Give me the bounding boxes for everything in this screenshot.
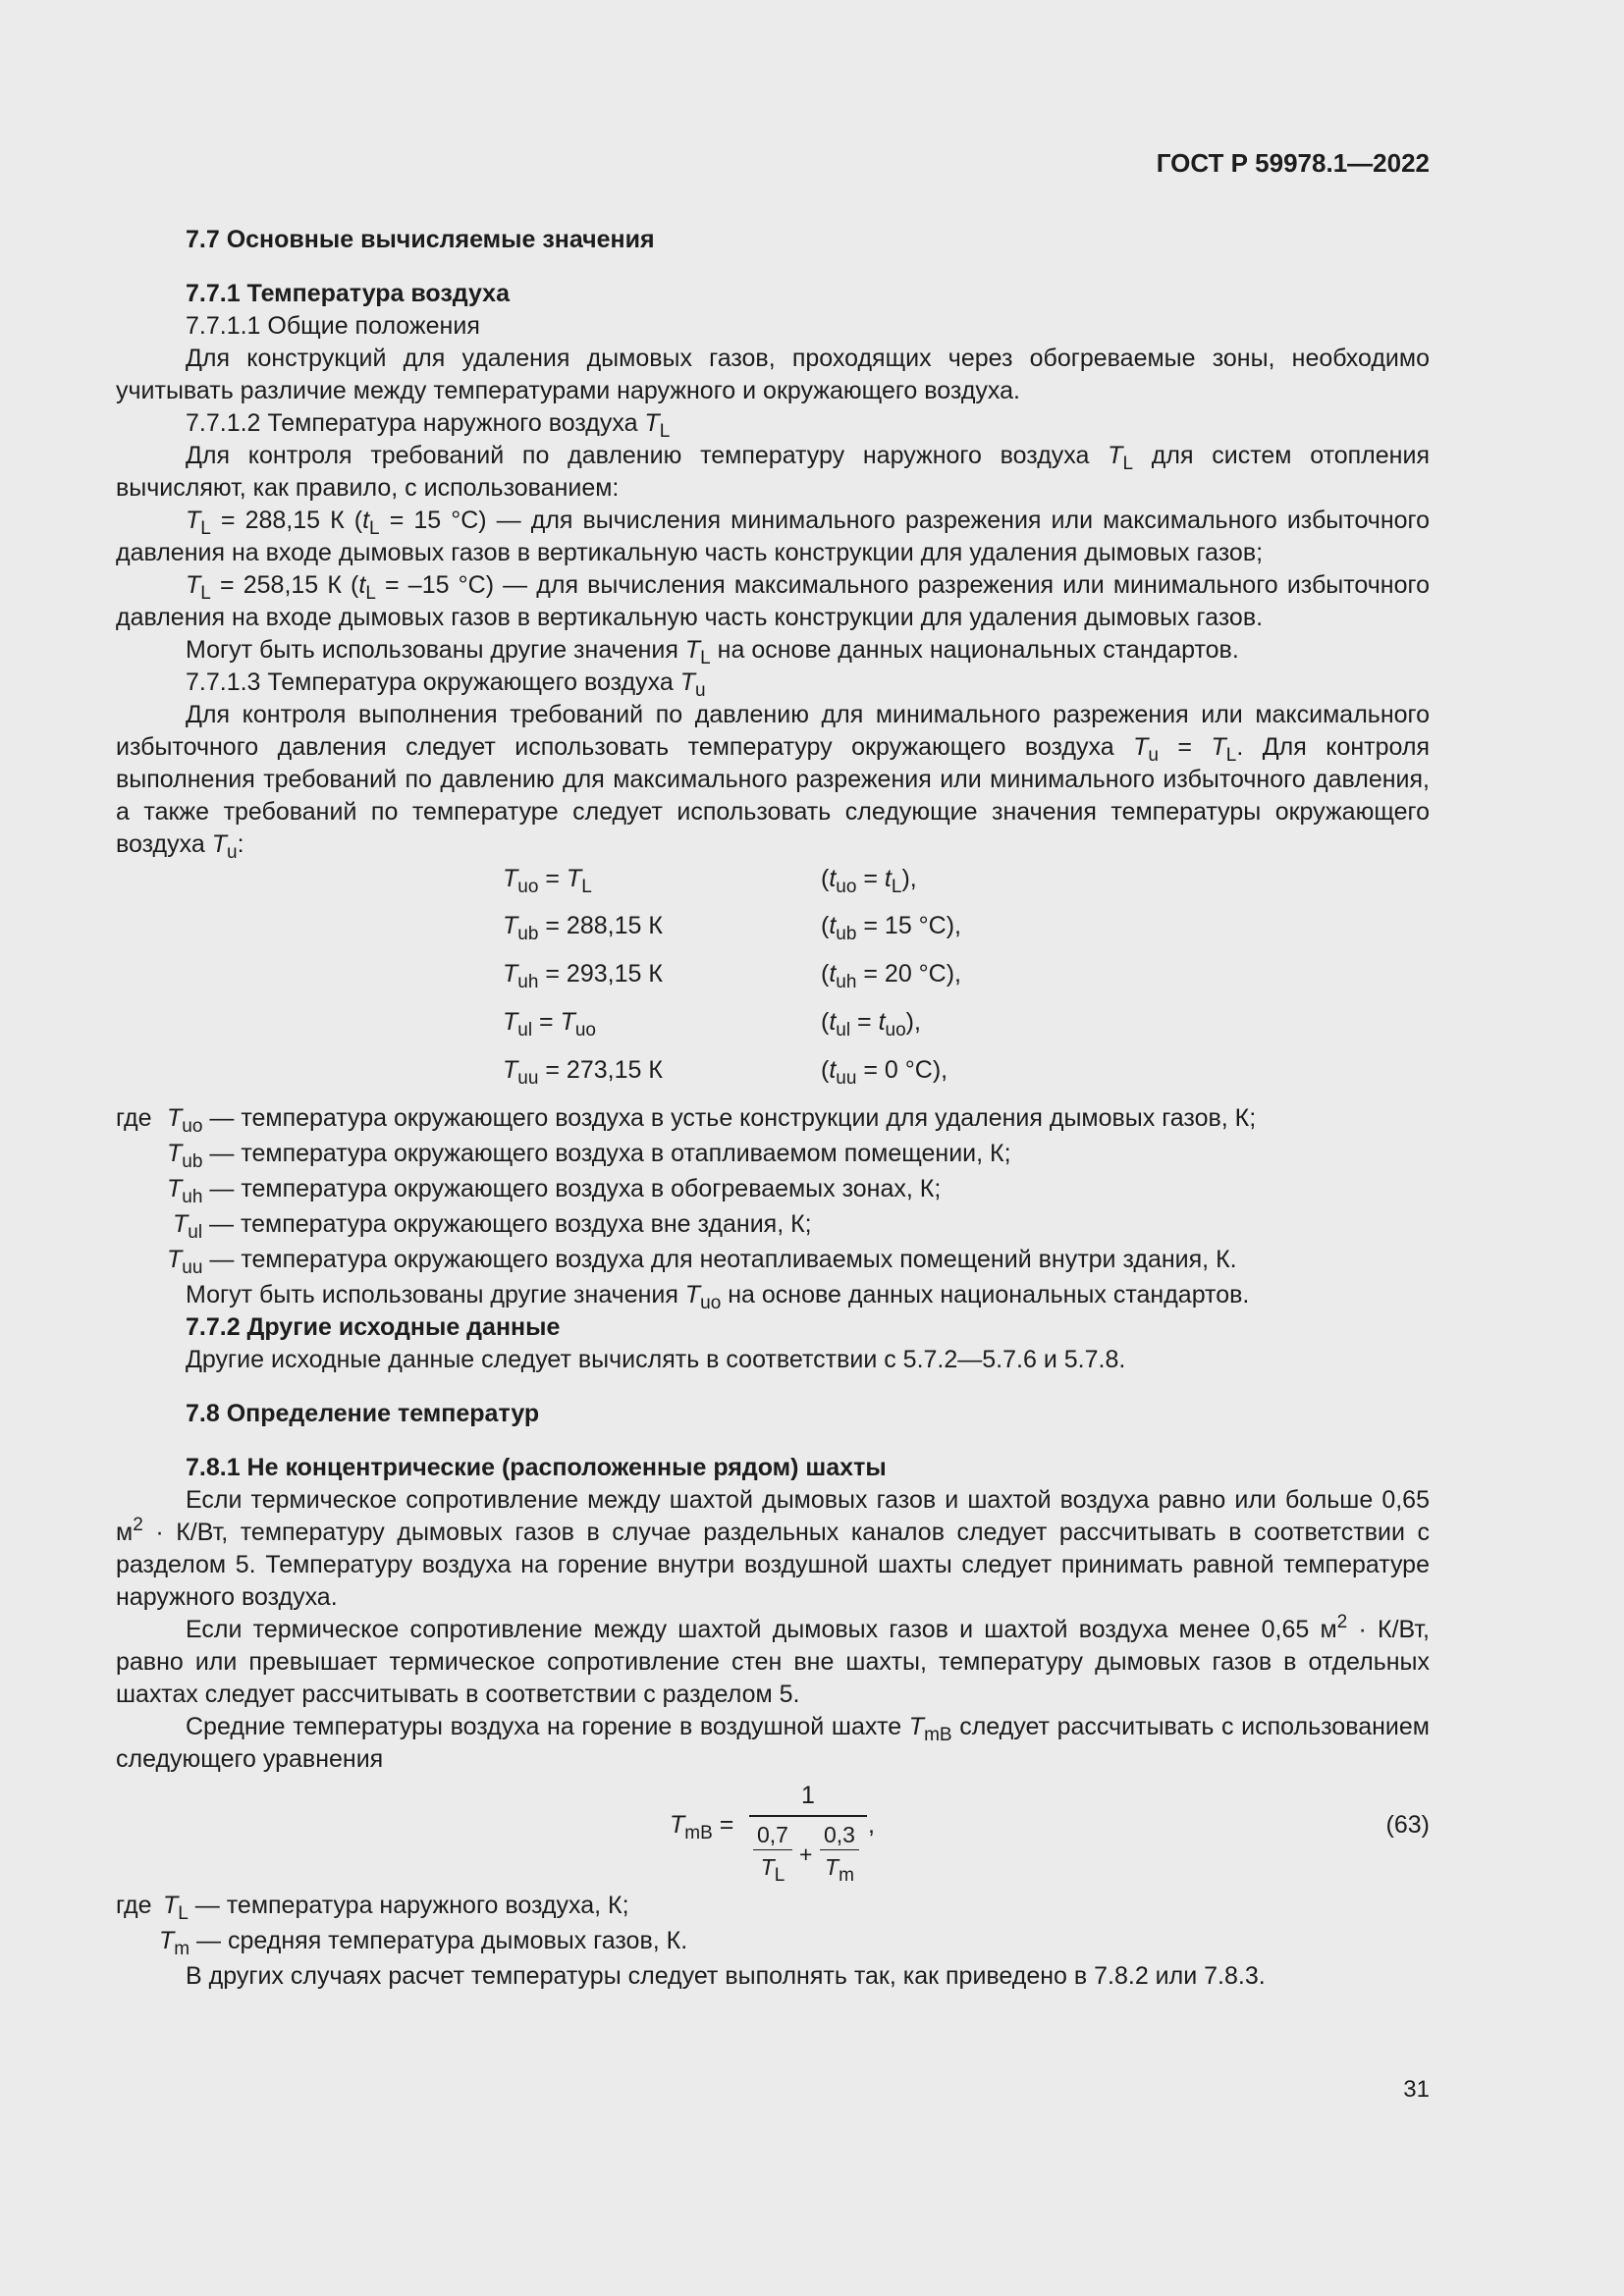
where-text-uh: $T_{uh}$ — температура окружающего воздуха в обогреваемых зонах, К; [167, 1175, 942, 1207]
section-7-7-1-2-title: 7.7.1.2 Температура наружного воздуха $T_L$ [186, 409, 671, 442]
eq-uh-T: $T_{uh} = 293,15$ К [503, 960, 663, 992]
formula-where-row-L [116, 1890, 1430, 1925]
formula-fraction-bar [749, 1815, 867, 1817]
eq-uu-t: ($t_{uu} = 0$ °С), [821, 1056, 948, 1089]
paragraph-outdoor-item-2: $T_L = 258,15$ К ($t_L = -15$ °С) — для вычисления максимального разрежения или минимального избыточного давления на входе дымовых газов в вертикальную часть конструкции для удаления дымовых газов. [116, 571, 1430, 631]
formula-comma: , [868, 1811, 875, 1839]
where-row-ul [116, 1208, 1430, 1244]
paragraph-ambient-intro: Для контроля выполнения требований по давлению для минимального разрежения или максимального избыточного давления следует использовать температуру окружающего воздуха $T_u = T_L$. Для контроля выполнения требований по давлению для максимального разрежения или минимального избыточного давления, а также требований по температуре следует использовать следующие значения температуры окружающего воздуха $T_u$: [116, 701, 1431, 863]
formula-term-2: 0,3 $T_m$ [818, 1821, 861, 1882]
formula-plus: + [799, 1842, 813, 1867]
formula-numerator: 1 [801, 1782, 815, 1809]
paragraph-other-data: Другие исходные данные следует вычислять в соответствии с 5.7.2—5.7.6 и 5.7.8. [186, 1346, 1126, 1373]
section-7-8-title: 7.8 Определение температур [186, 1400, 540, 1427]
paragraph-general: Для конструкций для удаления дымовых газов, проходящих через обогреваемые зоны, необходимо учитывать различие между температурами наружного и окружающего воздуха. [116, 345, 1430, 404]
ambient-equations [116, 863, 1430, 1100]
formula-fraction [749, 1780, 867, 1890]
eq-ub-t: ($t_{ub} = 15$ °С), [821, 912, 961, 944]
paragraph-outdoor-other: Могут быть использованы другие значения $T_L$ на основе данных национальных стандартов. [186, 636, 1239, 668]
where-text-ul: $T_{ul}$ — температура окружающего воздуха вне здания, К; [173, 1210, 812, 1243]
where-text-uo: $T_{uo}$ — температура окружающего воздуха в устье конструкции для удаления дымовых газов, К; [167, 1104, 1257, 1137]
where-row-ub [116, 1138, 1430, 1173]
paragraph-ambient-other: Могут быть использованы другие значения $T_{uo}$ на основе данных национальных стандартов. [186, 1281, 1250, 1313]
eq-ul-T: $T_{ul} = T_{uo}$ [503, 1008, 596, 1041]
equation-row-ub [116, 910, 1430, 942]
section-7-8-1-title: 7.8.1 Не концентрические (расположенные рядом) шахты [186, 1454, 887, 1481]
formula-lhs: $T_{mB}$ = [670, 1811, 734, 1843]
equation-row-ul [116, 1006, 1430, 1039]
where-lead: где [116, 1104, 152, 1132]
equation-row-uo [116, 863, 1430, 895]
section-7-7-title: 7.7 Основные вычисляемые значения [186, 226, 655, 253]
where-row-uo [116, 1102, 1430, 1138]
section-7-7-1-1-title: 7.7.1.1 Общие положения [186, 312, 480, 340]
formula-denominator [749, 1821, 867, 1890]
ambient-where-list [116, 1102, 1430, 1279]
where-row-uh [116, 1173, 1430, 1208]
paragraph-final: В других случаях расчет температуры следует выполнять так, как приведено в 7.8.2 или 7.8.3. [186, 1962, 1266, 1990]
formula-where-text-m: $T_m$ — средняя температура дымовых газов, К. [159, 1927, 688, 1959]
paragraph-outdoor-intro: Для контроля требований по давлению температуру наружного воздуха $T_L$ для систем отопления вычисляют, как правило, с использованием: [116, 442, 1430, 502]
section-7-7-1-3-title: 7.7.1.3 Температура окружающего воздуха $T_u$ [186, 668, 706, 701]
paragraph-outdoor-item-1: $T_L = 288,15$ К ($t_L = 15$ °С) — для вычисления минимального разрежения или максимального избыточного давления на входе дымовых газов в вертикальную часть конструкции для удаления дымовых газов; [116, 507, 1431, 566]
formula-term-1: 0,7 $T_L$ [751, 1821, 794, 1882]
eq-ul-t: $(t_{ul} = t_{uo})$, [821, 1008, 921, 1041]
eq-uh-t: ($t_{uh} = 20$ °С), [821, 960, 961, 992]
equation-row-uh [116, 958, 1430, 990]
formula-number: (63) [1385, 1811, 1430, 1839]
page-body [116, 224, 1430, 1993]
eq-uu-T: $T_{uu} = 273,15$ К [503, 1056, 663, 1089]
where-text-uu: $T_{uu}$ — температура окружающего воздуха для неотапливаемых помещений внутри здания, К. [167, 1246, 1237, 1278]
where-row-uu [116, 1244, 1430, 1279]
where-text-ub: $T_{ub}$ — температура окружающего воздуха в отапливаемом помещении, К; [167, 1140, 1011, 1172]
formula-63 [116, 1780, 1430, 1890]
page-number: 31 [1403, 2076, 1430, 2103]
formula-where-list [116, 1890, 1430, 1960]
section-7-7-1-title: 7.7.1 Температура воздуха [186, 280, 510, 307]
eq-uo-t: $(t_{uo} = t_L)$, [821, 865, 917, 897]
paragraph-shaft-2: Если термическое сопротивление между шахтой дымовых газов и шахтой воздуха менее 0,65 $м^2 \cdot К/Вт$, равно или превышает термическое сопротивление стен вне шахты, температуру дымовых газов в отдельных шахтах следует рассчитывать в соответствии с разделом 5. [116, 1612, 1430, 1708]
formula-where-row-m [116, 1925, 1430, 1960]
equation-row-uu [116, 1054, 1430, 1087]
paragraph-shaft-3: Средние температуры воздуха на горение в воздушной шахте $T_{mB}$ следует рассчитывать с использованием следующего уравнения [116, 1713, 1430, 1773]
section-7-7-2-title: 7.7.2 Другие исходные данные [186, 1313, 561, 1341]
paragraph-shaft-1: Если термическое сопротивление между шахтой дымовых газов и шахтой воздуха равно или больше 0,65 $м^2 \cdot К/Вт$, температуру дымовых газов в случае раздельных каналов следует рассчитывать в соответствии с разделом 5. Температуру воздуха на горение внутри воздушной шахты следует принимать равной температуре наружного воздуха. [116, 1486, 1430, 1611]
eq-ub-T: $T_{ub} = 288,15$ К [503, 912, 663, 944]
formula-where-text-L: $T_L$ — температура наружного воздуха, К; [163, 1892, 629, 1924]
formula-where-lead: где [116, 1892, 152, 1919]
document-header: ГОСТ Р 59978.1—2022 [1156, 148, 1430, 178]
eq-uo-T: $T_{uo} = T_L$ [503, 865, 592, 897]
